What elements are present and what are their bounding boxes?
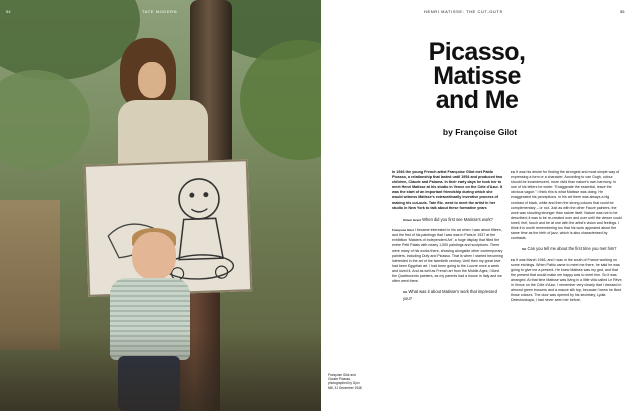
speaker-label: SG — [403, 290, 408, 295]
speaker-label: FG — [511, 257, 516, 262]
question — [403, 289, 504, 301]
boy-face — [132, 232, 176, 280]
chair — [0, 200, 60, 350]
section-header: HENRI MATISSE: THE CUT-OUTS — [424, 9, 503, 14]
answer — [511, 258, 623, 304]
foliage-shape — [0, 0, 140, 80]
title-line: Matisse — [433, 62, 521, 90]
right-page-number: 55 — [620, 9, 625, 14]
title-line: Picasso, — [428, 38, 526, 66]
speaker-label: FG — [511, 170, 516, 174]
foliage-shape — [240, 40, 321, 160]
intro-paragraph: In 1946 the young French artist Françoise Gilot met Pablo Picasso, a relationship that lasted until 1954 and produced two children, Claude and Paloma. In their early days he took her to meet Henri Matisse at his studio in Vence on the Côte d'Azur. It was the start of an important friendship during which she would witness Matisse's extraordinarily inventive process of making his cut-outs. Tate Etc. went to meet the artist in her studio in New York to talk about these formative years — [392, 170, 503, 210]
byline: by Françoise Gilot — [442, 127, 518, 137]
text-column-right — [511, 170, 623, 304]
speaker-label: Françoise Gilot — [392, 228, 414, 233]
answer — [392, 228, 504, 284]
question-text: Can you tell me about the first time you met him? — [527, 246, 617, 252]
text-column-left — [392, 170, 504, 306]
answer — [511, 170, 623, 241]
answer-text: It was March 1946, and I was in the south of France working on some etchings. When Pablo came to meet me there, he said he was going to give me a present. He knew Matisse was my god, and that the present that would make me happy was to meet him. So it was arranged. At that time Matisse was living in a little villa called Le Rêve, in Vence on the Côte d'Azur. I remember very clearly that I dressed in almond green trousers and a mauve silk top, because I knew he liked those colours. The door was opened by his secretary, Lydia Delectorskaya; I had never seen her before, — [511, 257, 623, 303]
speaker-label: SG — [522, 247, 527, 252]
photo-caption: Françoise Gilot and Claude Picasso, photographed by Gjon Mili, 31 December 1948 — [328, 373, 362, 390]
woman-face — [138, 62, 166, 98]
ground-shadow — [0, 330, 321, 411]
left-page-number: 54 — [6, 9, 11, 14]
question — [522, 246, 623, 252]
speaker-label: Simon Grant — [403, 217, 422, 222]
title-line: and Me — [435, 86, 519, 114]
article-title — [402, 40, 552, 112]
question-text: When did you first see Matisse's work? — [422, 216, 493, 222]
question — [403, 217, 504, 223]
foliage-shape — [0, 70, 90, 170]
woman-blouse — [118, 100, 208, 170]
answer-text: It was his desire for finding the strongest and most simple way of expressing a form or a character. According to van Gogh, colour should be incandescent, more vivid than nature's own harmony. In one of his letters he wrote: "Exaggerate the essential, leave the obvious vague." I think this is what Matisse was doing. He exaggerated his perceptions. In his art there was always a big contrast of black, white and then the strong colours that could be complementary – or not. Just as with the other Fauve painters, the work was shouting stronger than nature itself. Nature was not to be described; it was to be re-created over and over until the viewer could smell, feel, touch and be at one with the artist's vision and feelings. I think it is worth remembering too that his work appeared about the same time as the birth of jazz, which is also characterised by contrasts. — [511, 170, 622, 241]
brand-label: TATE MODERN — [142, 9, 178, 14]
drawing-board — [84, 159, 253, 297]
answer-text: I became interested in his art when I was about fifteen, and the first of his paintings that I saw was in Paris in 1937 at the exhibition 'Masters of Independent Art', a huge display that filled the entire Petit Palais with nearly 1,500 paintings and sculptures. There were many of his works there, showing alongside other contemporary painters, including Dufy and Picasso. That is when I started becoming interested in the art of the twentieth century. Until then my great love had been Egyptian art. I had been going to the Louvre once a week and loved it. And as well as French art from the Middle Ages, I liked the Quattrocento painters, as my parents had a house in Italy and we often went there. — [392, 228, 503, 284]
question-text: What was it about Matisse's work that impressed you? — [403, 289, 497, 301]
